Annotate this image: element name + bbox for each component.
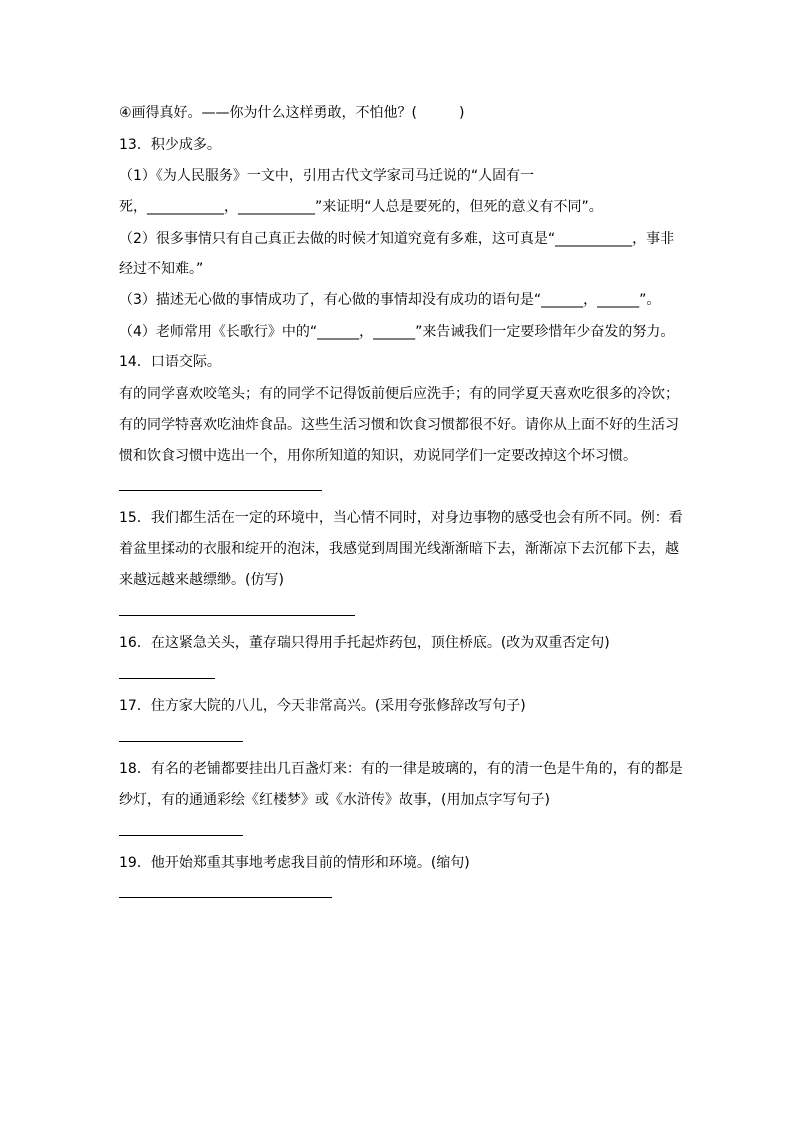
q13-part3: （3）描述无心做的事情成功了，有心做的事情却没有成功的语句是“______，______”。: [119, 292, 661, 308]
q14-text-line3: 惯和饮食习惯中选出一个，用你所知道的知识，劝说同学们一定要改掉这个坏习惯。: [119, 448, 637, 464]
q18-answer-line: [119, 835, 243, 836]
q14-answer-line: [119, 490, 322, 491]
q14-text-line1: 有的同学喜欢咬笔头；有的同学不记得饭前便后应洗手；有的同学夏天喜欢吃很多的冷饮；: [119, 386, 679, 402]
q19-text: 19．他开始郑重其事地考虑我目前的情形和环境。(缩句): [119, 855, 470, 871]
q18-line2: 纱灯，有的通通彩绘《红楼梦》或《水浒传》故事，(用加点字写句子): [119, 792, 550, 808]
q15-answer-line: [119, 615, 355, 616]
q13-part2-line2: 经过不知难。”: [119, 261, 204, 277]
q13-heading: 13．积少成多。: [119, 137, 221, 153]
q14-text-line2: 有的同学特喜欢吃油炸食品。这些生活习惯和饮食习惯都很不好。请你从上面不好的生活习: [119, 417, 679, 433]
q13-part2-line1: （2）很多事情只有自己真正去做的时候才知道究竟有多难，这可真是“___________，事非: [119, 231, 675, 247]
q19-answer-line: [119, 897, 332, 898]
q17-text: 17．住方家大院的八儿，今天非常高兴。(采用夸张修辞改写句子): [119, 698, 526, 714]
q18-line1: 18．有名的老铺都要挂出几百盏灯来：有的一律是玻璃的，有的清一色是牛角的，有的都是: [119, 761, 683, 777]
q12-option-4: ④画得真好。——你为什么这样勇敢，不怕他？( ): [119, 105, 465, 121]
q13-part1-line2: 死，___________，___________”来证明“人总是要死的，但死的意义有不同”。: [119, 199, 603, 215]
q14-heading: 14．口语交际。: [119, 354, 221, 370]
q17-answer-line: [119, 741, 243, 742]
q15-line1: 15．我们都生活在一定的环境中，当心情不同时，对身边事物的感受也会有所不同。例：看: [119, 510, 683, 526]
q15-line3: 来越远越来越缥缈。(仿写): [119, 572, 284, 588]
q15-line2: 着盆里揉动的衣服和绽开的泡沫，我感觉到周围光线渐渐暗下去，渐渐凉下去沉郁下去，越: [119, 541, 679, 557]
q16-text: 16．在这紧急关头，董存瑞只得用手托起炸药包，顶住桥底。(改为双重否定句): [119, 635, 610, 651]
q13-part4: （4）老师常用《长歌行》中的“______，______”来告诫我们一定要珍惜年少奋发的努力。: [119, 324, 675, 340]
q13-part1-line1: （1）《为人民服务》一文中，引用古代文学家司马迁说的“人固有一: [119, 168, 535, 184]
q16-answer-line: [119, 678, 215, 679]
